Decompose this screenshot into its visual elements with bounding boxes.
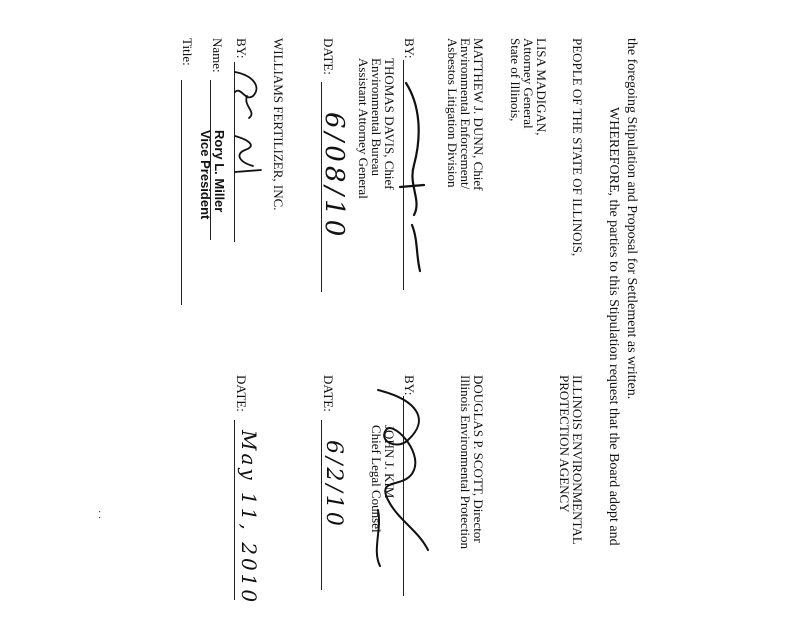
people-date-label: DATE: bbox=[321, 38, 336, 75]
iepa-signer-title: Chief Legal Counsel bbox=[369, 425, 384, 533]
people-signer-line-3: Assistant Attorney General bbox=[356, 58, 371, 199]
intro-line-2: the foregoing Stipulation and Proposal for Settlement as written. bbox=[624, 38, 639, 400]
williams-name-label: Name: bbox=[210, 38, 225, 73]
iepa-date-label: DATE: bbox=[321, 375, 336, 412]
williams-title-label: Title: bbox=[180, 38, 195, 66]
iepa-director-line-2: Illinois Environmental Protection bbox=[458, 375, 473, 550]
people-date-value: 6/08/10 bbox=[319, 112, 349, 241]
williams-heading: WILLIAMS FERTILIZER, INC. bbox=[271, 38, 286, 211]
williams-by-label: BY: bbox=[234, 38, 249, 59]
division-chief-name: MATTHEW J. DUNN, Chief bbox=[471, 38, 486, 191]
people-by-label: BY: bbox=[402, 38, 417, 59]
division-chief-line-2: Environmental Enforcement/ bbox=[458, 38, 473, 190]
williams-date-label: DATE: bbox=[234, 375, 249, 412]
attorney-general-name: LISA MADIGAN, bbox=[534, 38, 549, 136]
iepa-director-line-1: DOUGLAS P. SCOTT, Director bbox=[471, 375, 486, 543]
people-heading: PEOPLE OF THE STATE OF ILLINOIS, bbox=[570, 38, 585, 257]
people-signer-name: THOMAS DAVIS, Chief bbox=[382, 58, 397, 190]
williams-date-value: May 11, 2010 bbox=[237, 430, 261, 606]
intro-line-1: WHEREFORE, the parties to this Stipulation request that the Board adopt and bbox=[606, 107, 621, 546]
attorney-general-title: Attorney General bbox=[521, 38, 536, 129]
williams-date-line bbox=[234, 420, 235, 600]
iepa-heading-line-1: ILLINOIS ENVIRONMENTAL bbox=[570, 375, 585, 545]
people-signature bbox=[398, 75, 428, 275]
williams-name-value: Rory L. Miller bbox=[212, 130, 227, 213]
people-signer-line-2: Environmental Bureau bbox=[369, 58, 384, 177]
iepa-by-label: BY: bbox=[402, 375, 417, 396]
williams-title-value: Vice President bbox=[198, 130, 213, 220]
iepa-heading-line-2: PROTECTION AGENCY bbox=[557, 375, 572, 513]
williams-signature bbox=[229, 66, 265, 196]
iepa-signer-name: JOHN J. KIM bbox=[382, 425, 397, 499]
stray-dots: · · bbox=[93, 510, 104, 520]
division-chief-line-3: Asbestos Litigation Division bbox=[445, 38, 460, 188]
iepa-date-value: 6/2/10 bbox=[321, 440, 346, 529]
williams-title-line bbox=[181, 80, 182, 305]
attorney-general-state: State of Illinois, bbox=[508, 38, 523, 122]
